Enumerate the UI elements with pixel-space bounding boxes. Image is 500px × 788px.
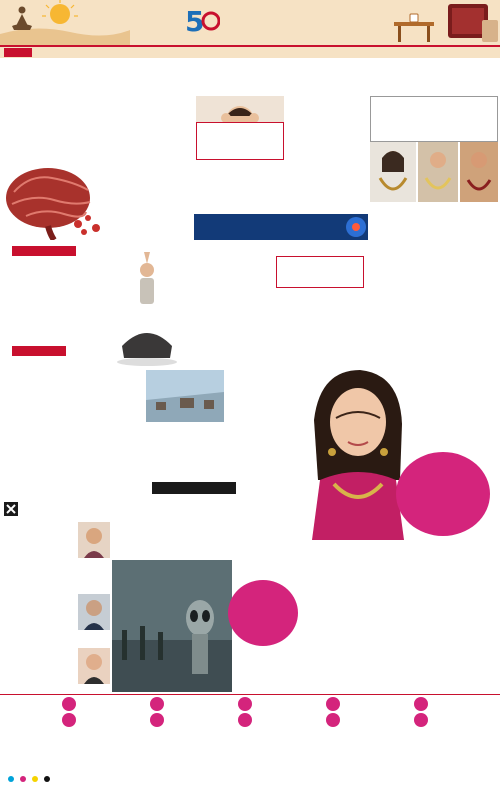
necklace-photo-2-art xyxy=(418,142,458,202)
horoscope-sign-text xyxy=(255,713,324,727)
horoscope-sign-text xyxy=(431,697,498,711)
horoscope-sign xyxy=(238,697,324,711)
island-body-3 xyxy=(112,426,298,486)
tips-photo-3 xyxy=(78,648,110,684)
horoscope-col-5 xyxy=(414,697,498,769)
horoscope-col-3 xyxy=(238,697,324,769)
headline-box xyxy=(196,122,284,160)
registration-dot-cyan xyxy=(8,776,14,782)
horoscope-sign xyxy=(414,713,498,727)
tips-heading-box xyxy=(4,502,84,516)
meditation-illustration xyxy=(0,0,130,46)
sidebar-body-2 xyxy=(4,360,110,496)
sidebar-list-1 xyxy=(4,260,110,340)
registration-dot-black xyxy=(44,776,50,782)
horoscope-sign-text xyxy=(167,713,236,727)
horoscope-heading-box xyxy=(0,697,60,771)
horoscope-col-2 xyxy=(150,697,236,769)
necklace-headline-box xyxy=(370,96,498,142)
horoscope-sign xyxy=(326,713,412,727)
tips-photo-2 xyxy=(78,594,110,630)
zodiac-icon xyxy=(150,713,164,727)
horoscope-sign xyxy=(150,697,236,711)
mystery-headline-circle xyxy=(228,580,298,646)
horoscope-sign-text xyxy=(343,697,412,711)
tips-body xyxy=(4,520,76,690)
brain-body-right xyxy=(286,62,366,212)
tips-photo-3-art xyxy=(78,648,110,684)
brand-logo xyxy=(184,2,324,42)
necklace-photo-3 xyxy=(460,142,498,202)
zodiac-icon xyxy=(238,713,252,727)
zodiac-icon xyxy=(414,697,428,711)
zodiac-icon xyxy=(62,713,76,727)
ghost-label xyxy=(152,482,236,494)
horoscope-sign-text xyxy=(79,697,148,711)
registration-dot-yellow xyxy=(32,776,38,782)
brain-feature xyxy=(0,60,110,240)
expert-advice-heading xyxy=(197,219,275,235)
skin-body-lower xyxy=(300,542,498,692)
yoga-intro xyxy=(180,244,276,340)
svg-text:5: 5 xyxy=(185,5,205,36)
horoscope-sign-text xyxy=(255,697,324,711)
zodiac-icon xyxy=(62,697,76,711)
tips-photo-1 xyxy=(78,522,110,558)
necklace-photo-1 xyxy=(370,142,416,202)
woman-photo xyxy=(300,360,412,540)
horoscope-sign-text xyxy=(79,713,148,727)
horoscope-sign-text xyxy=(431,713,498,727)
horoscope-sign xyxy=(150,713,236,727)
registration-dot-magenta xyxy=(20,776,26,782)
island-photo xyxy=(146,370,224,422)
cross-icon xyxy=(4,502,18,516)
horoscope-sign xyxy=(238,713,324,727)
brain-illustration xyxy=(0,160,110,240)
sidebar-heading-1 xyxy=(12,246,76,256)
horoscope-sign xyxy=(62,713,148,727)
mystery-photo xyxy=(112,560,232,692)
tips-photo-2-art xyxy=(78,594,110,630)
mystery-photo-art xyxy=(112,560,232,692)
horoscope-sign xyxy=(62,697,148,711)
ghost-body xyxy=(112,498,298,556)
horoscope-col-4 xyxy=(326,697,412,769)
yoga-pose-illustration xyxy=(112,250,182,368)
zodiac-icon xyxy=(150,697,164,711)
registration-strip xyxy=(0,774,500,784)
skin-headline-circle xyxy=(396,452,490,536)
page-number-badge xyxy=(4,48,32,57)
sidebar-heading-2 xyxy=(12,346,66,356)
brain-body-center xyxy=(196,162,284,218)
skin-body-right xyxy=(414,364,498,452)
necklace-body xyxy=(370,204,498,354)
yoga-headline-box xyxy=(276,256,364,288)
island-photo-art xyxy=(146,370,224,422)
woman-photo-art xyxy=(300,360,412,540)
furniture-illustration xyxy=(386,0,500,46)
zodiac-icon xyxy=(326,697,340,711)
horoscope-col-1 xyxy=(62,697,148,769)
tips-photo-1-art xyxy=(78,522,110,558)
header-underline xyxy=(0,45,500,47)
header-band xyxy=(0,0,500,58)
zodiac-icon xyxy=(238,697,252,711)
brain-body-left xyxy=(112,74,194,234)
horoscope-strip-rule xyxy=(0,694,500,695)
brand-number-emblem xyxy=(184,4,220,36)
brain-intro-text xyxy=(2,66,108,162)
zodiac-icon xyxy=(414,713,428,727)
horoscope-sign-text xyxy=(167,697,236,711)
necklace-photo-1-art xyxy=(370,142,416,202)
expert-advice-strip xyxy=(194,214,368,240)
necklace-photo-2 xyxy=(418,142,458,202)
zodiac-icon xyxy=(326,713,340,727)
expert-advice-text xyxy=(276,216,346,238)
horoscope-sign xyxy=(414,697,498,711)
brain-scan-icon xyxy=(344,215,368,239)
island-body-2 xyxy=(224,370,300,404)
mystery-body-1 xyxy=(234,650,298,692)
necklace-photo-3-art xyxy=(460,142,498,202)
horoscope-sign xyxy=(326,697,412,711)
horoscope-sign-text xyxy=(343,713,412,727)
